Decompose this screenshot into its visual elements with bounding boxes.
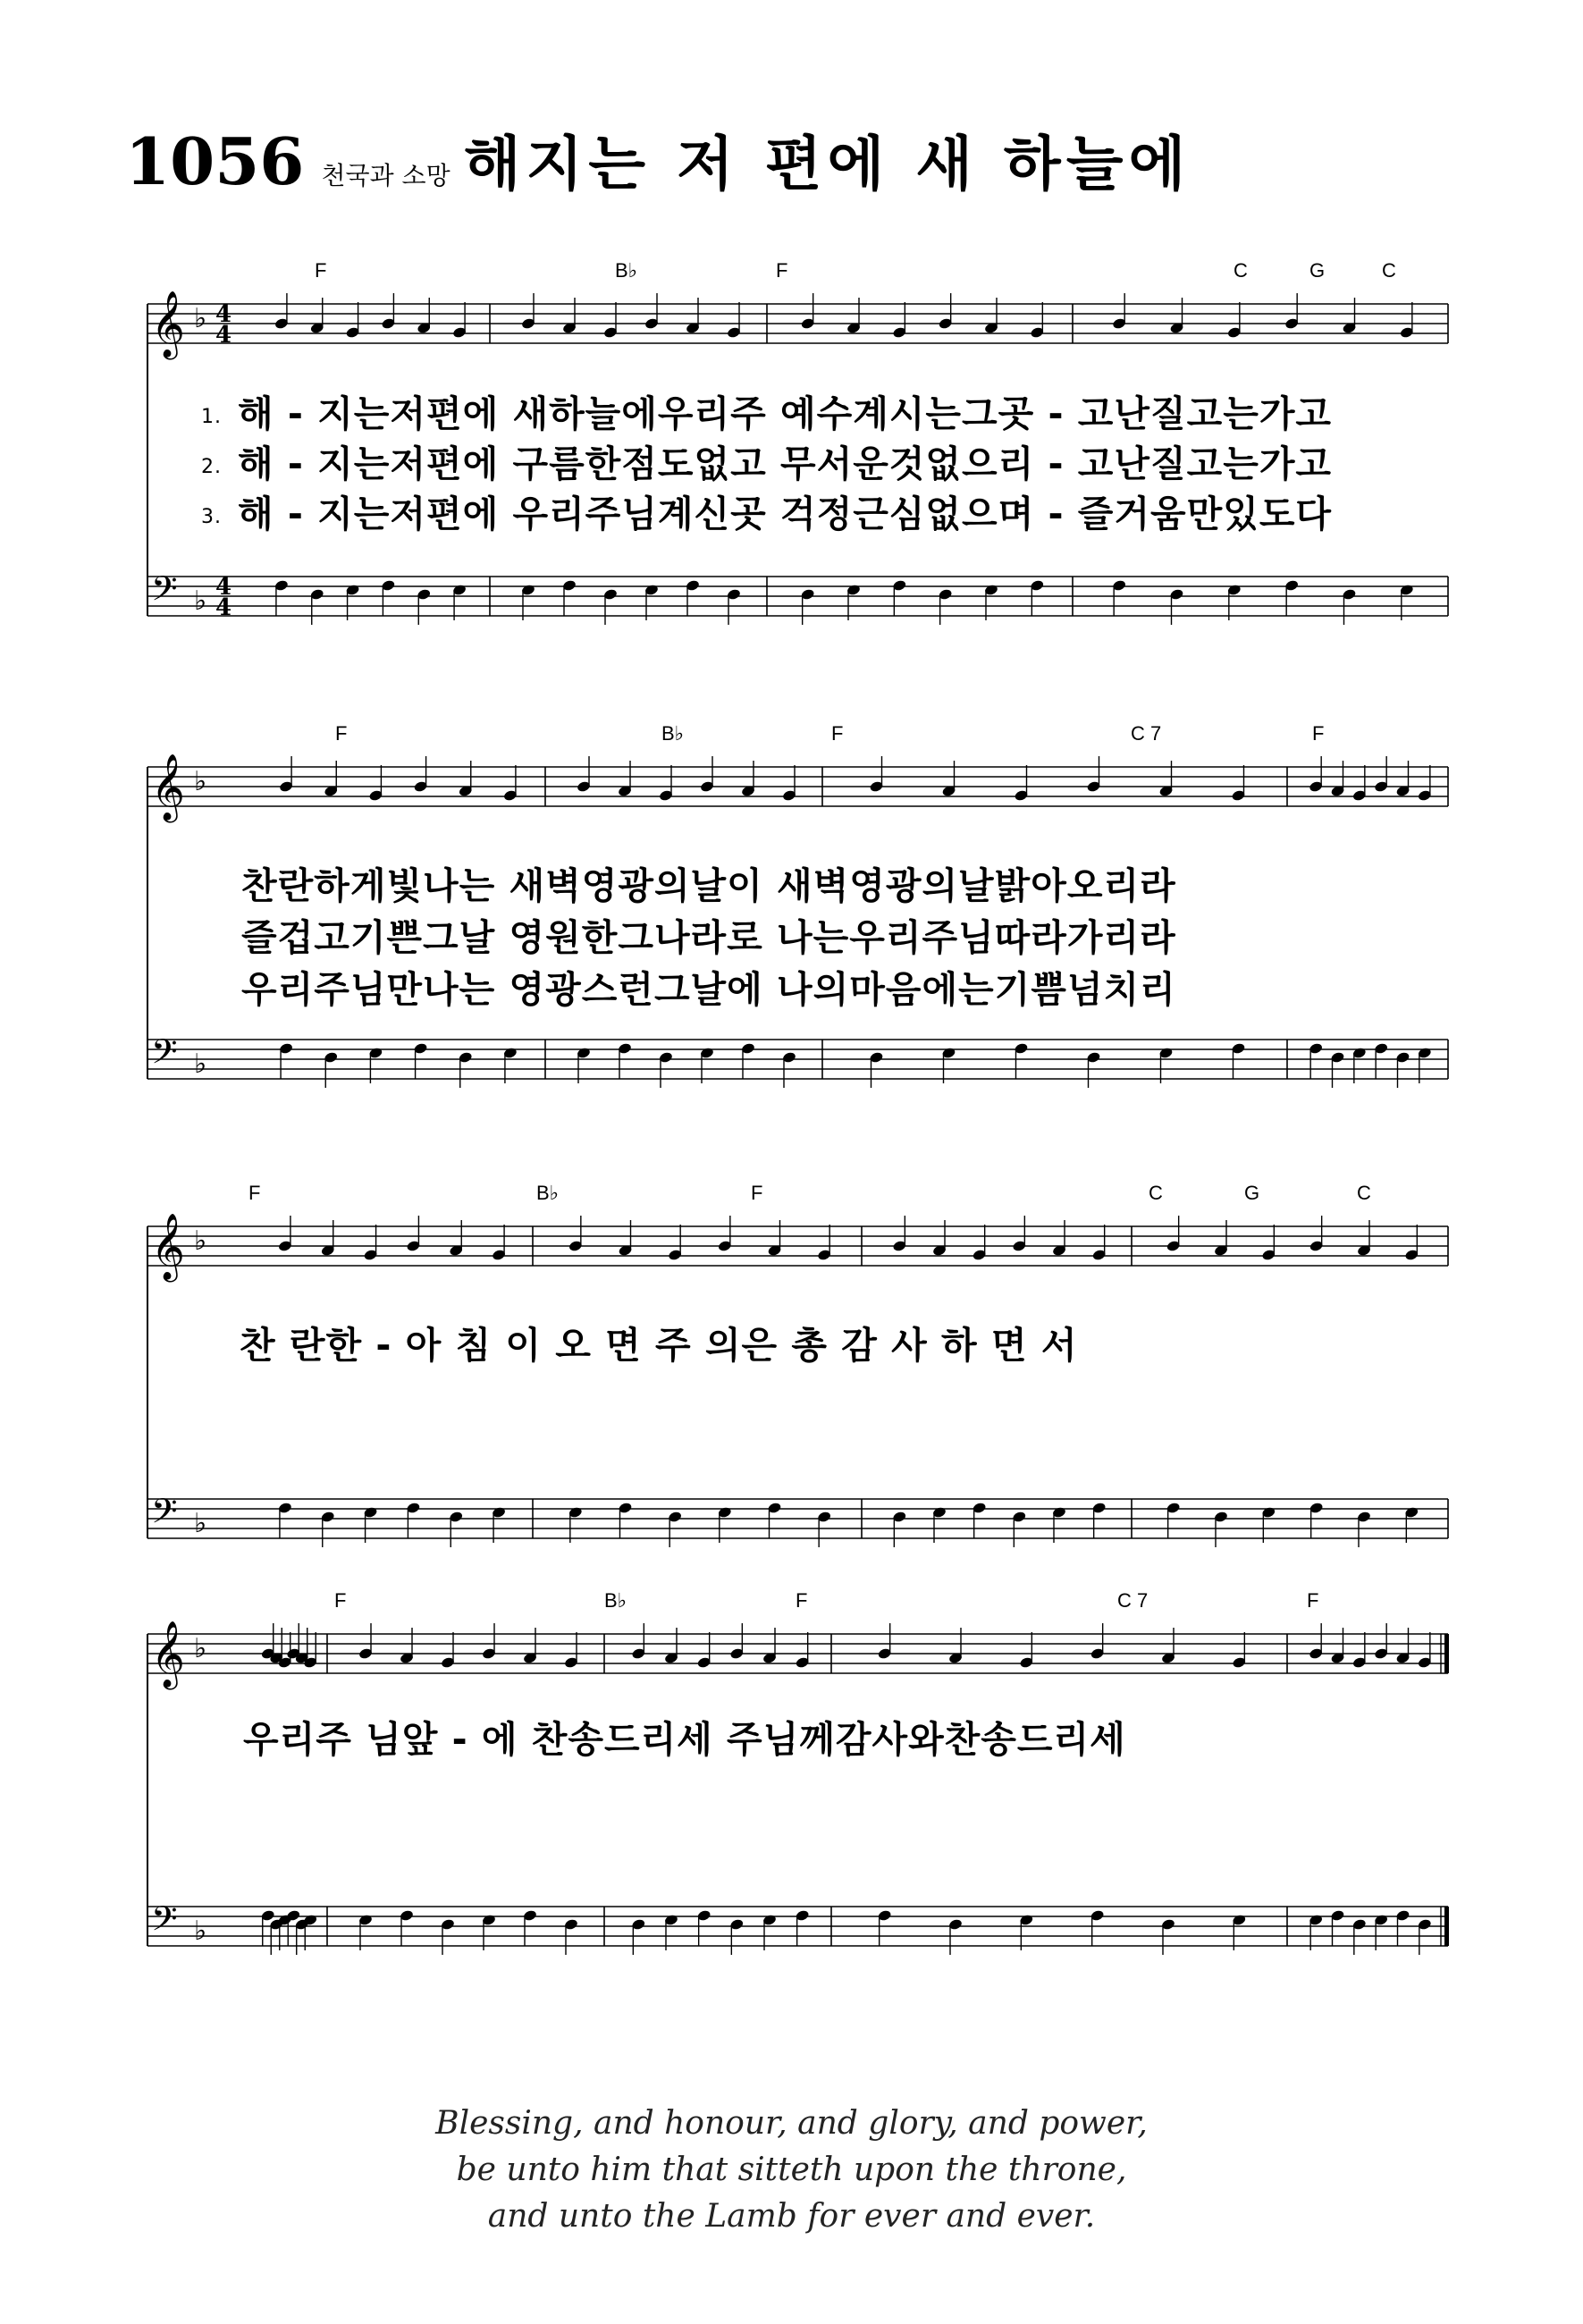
music-system-2 <box>0 722 1583 1133</box>
chord-symbol: F <box>831 722 844 745</box>
flat-sign-icon: ♭ <box>194 1508 207 1539</box>
lyric-text: 우리주 님앞 - 에 찬송드리세 주님께감사와찬송드리세 <box>243 1718 1126 1761</box>
bass-clef-icon: 𝄢 <box>151 568 178 617</box>
chord-symbol: B♭ <box>604 1589 627 1612</box>
flat-sign-icon: ♭ <box>194 1048 207 1080</box>
chord-symbol: F <box>776 259 788 282</box>
bass-clef-icon: 𝄢 <box>151 1491 178 1539</box>
treble-clef-icon: 𝄞 <box>151 291 185 358</box>
final-bar-line <box>1444 1907 1449 1946</box>
flat-sign-icon: ♭ <box>194 585 207 617</box>
lyric-text: 해 - 지는저편에 구름한점도없고 무서운것없으리 - 고난질고는가고 <box>238 442 1333 485</box>
chord-symbol: C <box>1382 259 1396 282</box>
time-signature-top: 4 <box>215 574 232 601</box>
hymn-title: 해지는 저 편에 새 하늘에 <box>463 130 1191 198</box>
chord-symbol: B♭ <box>615 259 638 282</box>
time-signature-top: 4 <box>215 301 232 328</box>
chord-symbol: C 7 <box>1117 1589 1149 1612</box>
chord-symbol: G <box>1244 1182 1260 1204</box>
lyric-line <box>201 484 1332 537</box>
chord-symbol: C 7 <box>1131 722 1162 745</box>
chord-symbol: F <box>1312 722 1325 745</box>
bass-clef-icon: 𝄢 <box>151 1899 178 1947</box>
verse-number: 3. <box>201 505 222 528</box>
flat-sign-icon: ♭ <box>194 303 207 334</box>
chord-symbol: F <box>315 259 327 282</box>
chord-symbol: C <box>1357 1182 1371 1204</box>
hymn-category: 천국과 소망 <box>321 161 450 190</box>
chord-symbol: F <box>248 1182 261 1204</box>
chord-symbol: F <box>751 1182 763 1204</box>
lyric-text: 찬란하게빛나는 새벽영광의날이 새벽영광의날밝아오리라 <box>241 864 1176 907</box>
music-system-1 <box>0 259 1583 670</box>
hymn-number: 1056 <box>125 123 305 199</box>
scripture-line: Blessing, and honour, and glory, and power, <box>435 2105 1148 2142</box>
lyric-line <box>201 434 1332 487</box>
staff-notation <box>0 1589 1583 2000</box>
final-bar-line <box>1444 1634 1449 1673</box>
lyric-line <box>243 1710 1126 1763</box>
verse-number: 1. <box>201 405 222 428</box>
lyric-text: 즐겁고기쁜그날 영원한그나라로 나는우리주님따라가리라 <box>241 916 1176 959</box>
scripture-line: be unto him that sitteth upon the throne, <box>456 2151 1127 2188</box>
flat-sign-icon: ♭ <box>194 766 207 797</box>
chord-symbol: F <box>796 1589 808 1612</box>
chord-symbol: B♭ <box>536 1182 560 1204</box>
lyric-line <box>241 908 1176 961</box>
lyric-line <box>240 1316 1077 1368</box>
time-signature-bottom: 4 <box>215 594 232 621</box>
time-signature-bottom: 4 <box>215 322 232 349</box>
music-system-3 <box>0 1182 1583 1593</box>
lyric-text: 찬 란한 - 아 침 이 오 면 주 의은 총 감 사 하 면 서 <box>240 1324 1078 1367</box>
chord-symbol: B♭ <box>661 722 685 745</box>
chord-symbol: G <box>1309 259 1326 282</box>
lyric-line <box>201 384 1332 437</box>
treble-clef-icon: 𝄞 <box>151 1621 185 1688</box>
staff-notation <box>0 1182 1583 1593</box>
music-system-4 <box>0 1589 1583 2000</box>
flat-sign-icon: ♭ <box>194 1225 207 1257</box>
hymn-header <box>125 116 1191 201</box>
treble-clef-icon: 𝄞 <box>151 754 185 821</box>
bass-clef-icon: 𝄢 <box>151 1031 178 1080</box>
verse-number: 2. <box>201 455 222 478</box>
lyric-line <box>241 960 1176 1013</box>
chord-symbol: F <box>1307 1589 1319 1612</box>
treble-clef-icon: 𝄞 <box>151 1214 185 1280</box>
chord-symbol: F <box>335 722 348 745</box>
scripture-footer <box>0 2101 1583 2240</box>
chord-symbol: F <box>334 1589 347 1612</box>
lyric-text: 해 - 지는저편에 새하늘에우리주 예수계시는그곳 - 고난질고는가고 <box>238 392 1333 435</box>
flat-sign-icon: ♭ <box>194 1633 207 1664</box>
flat-sign-icon: ♭ <box>194 1916 207 1947</box>
lyric-text: 우리주님만나는 영광스런그날에 나의마음에는기쁨넘치리 <box>241 968 1176 1011</box>
lyric-line <box>241 856 1176 909</box>
lyric-text: 해 - 지는저편에 우리주님계신곳 걱정근심없으며 - 즐거움만있도다 <box>238 493 1333 535</box>
chord-symbol: C <box>1149 1182 1163 1204</box>
chord-symbol: C <box>1234 259 1248 282</box>
scripture-line: and unto the Lamb for ever and ever. <box>487 2198 1096 2235</box>
